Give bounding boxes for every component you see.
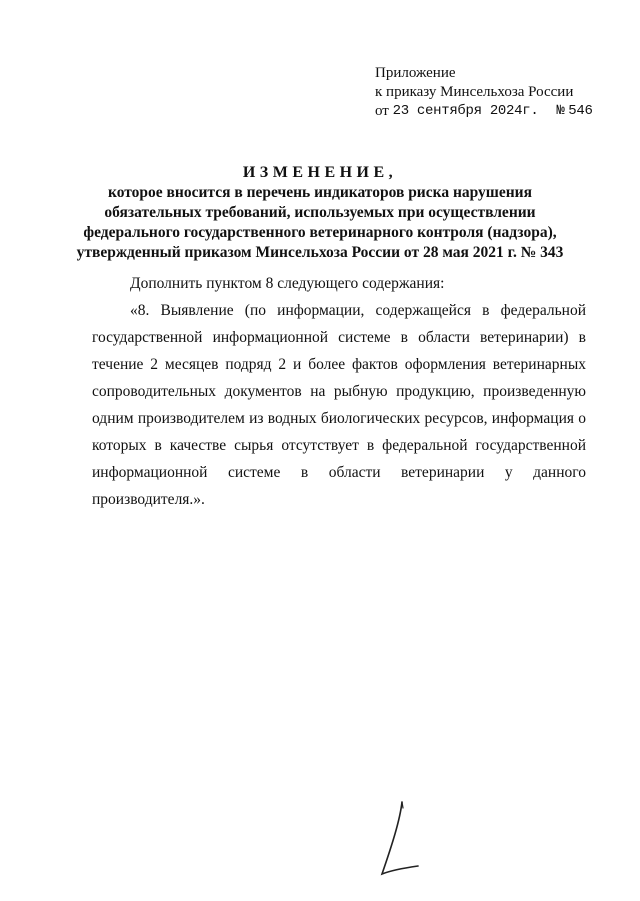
lead-paragraph: Дополнить пунктом 8 следующего содержания: — [130, 275, 445, 292]
annex-number-value: 546 — [568, 103, 593, 119]
title-line-1: которое вносится в перечень индикаторов риска нарушения — [107, 184, 533, 201]
annex-order-reference: к приказу Минсельхоза России — [375, 84, 574, 100]
signature-mark — [372, 800, 432, 880]
annex-date-value: 23 сентября 2024г. — [392, 103, 539, 119]
document-title — [60, 163, 580, 263]
title-line-3: федерального государственного ветеринарного контроля (надзора), — [83, 224, 557, 241]
annex-title: Приложение — [375, 65, 456, 81]
clause-8-paragraph: «8. Выявление (по информации, содержащейся в федеральной государственной информационной системе в области ветеринарии) в течение 2 месяцев подряд 2 и более фактов оформления ветеринарных сопроводительных документов на рыбную продукцию, произведенную одним производителем из водных биологических ресурсов, информация о которых в качестве сырья отсутствует в федеральной государственной информационной системе в области ветеринарии у данного производителя.». — [92, 302, 586, 508]
annex-date-row — [375, 102, 593, 121]
annex-number-prefix: № — [556, 103, 565, 119]
document-body — [92, 270, 586, 513]
annex-block — [375, 64, 593, 121]
title-line-2: обязательных требований, используемых при осуществлении — [104, 204, 536, 221]
title-line-4: утвержденный приказом Минсельхоза России от 28 мая 2021 г. № 343 — [76, 244, 564, 261]
title-heading: ИЗМЕНЕНИЕ, — [242, 164, 398, 181]
annex-date-prefix: от — [375, 103, 389, 119]
